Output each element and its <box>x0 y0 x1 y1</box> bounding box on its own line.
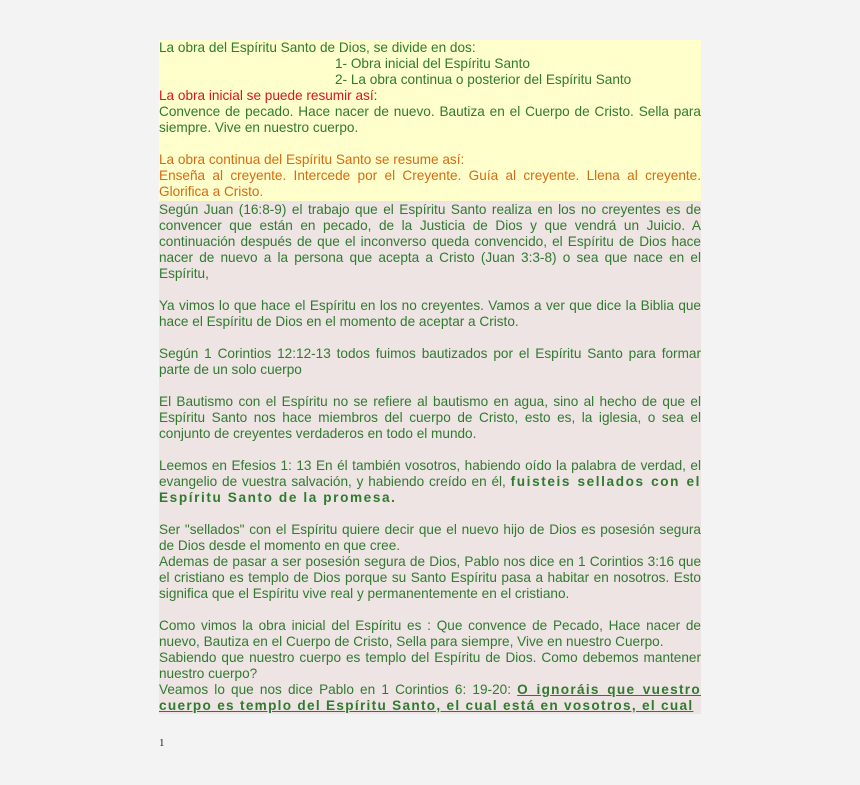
paragraph-cuerpo: Sabiendo que nuestro cuerpo es templo del Espíritu de Dios. Como debemos mantener nuestro cuerpo? <box>159 650 701 681</box>
paragraph-sellados: Ser "sellados" con el Espíritu quiere decir que el nuevo hijo de Dios es posesión segura de Dios desde el momento en que cree. <box>159 522 701 553</box>
spacer <box>159 136 701 152</box>
initial-work-text: Convence de pecado. Hace nacer de nuevo. Bautiza en el Cuerpo de Cristo. Sella para siempre. Vive en nuestro cuerpo. <box>159 104 701 135</box>
spacer <box>159 602 701 618</box>
spacer <box>159 330 701 346</box>
paragraph-juan: Según Juan (16:8-9) el trabajo que el Espíritu Santo realiza en los no creyentes es de convencer que están en pecado, de la Justicia de Dios y que vendrá un Juicio. A continuación después de que el inconverso queda convencido, el Espíritu de Dios hace nacer de nuevo a la persona que acepta a Cristo (Juan 3:3-8) o sea que nace en el Espíritu, <box>159 202 701 281</box>
page-number: 1 <box>159 737 165 749</box>
continuous-work-heading: La obra continua del Espíritu Santo se resume así: <box>159 152 465 167</box>
paragraph-templo: Ademas de pasar a ser posesión segura de Dios, Pablo nos dice en 1 Corintios 3:16 que el cristiano es templo de Dios porque su Santo Espíritu pasa a habitar en nosotros. Esto significa que el Espíritu vive real y permanentemente en el cristiano. <box>159 554 701 601</box>
body-section <box>159 201 701 714</box>
paragraph-efesios <box>159 458 701 506</box>
efesios-text: Leemos en Efesios 1: 13 En él también vosotros, habiendo oído la palabra de verdad, el evangelio de vuestra salvación, y habiendo creído en él, <box>159 458 701 489</box>
corintios-text: Veamos lo que nos dice Pablo en 1 Corintios 6: 19-20: <box>159 682 518 697</box>
initial-work-heading: La obra inicial se puede resumir así: <box>159 88 378 103</box>
spacer <box>159 506 701 522</box>
list-item-1: 1- Obra inicial del Espíritu Santo <box>335 56 530 71</box>
paragraph-corintios-12: Según 1 Corintios 12:12-13 todos fuimos bautizados por el Espíritu Santo para formar parte de un solo cuerpo <box>159 346 701 377</box>
list-item-2: 2- La obra continua o posterior del Espíritu Santo <box>335 72 632 87</box>
paragraph-bautismo: El Bautismo con el Espíritu no se refiere al bautismo en agua, sino al hecho de que el Espíritu Santo nos hace miembros del cuerpo de Cristo, esto es, la iglesia, o sea el conjunto de creyentes verdaderos en todo el mundo. <box>159 394 701 441</box>
continuous-work-text: Enseña al creyente. Intercede por el Creyente. Guía al creyente. Llena al creyente. Glorifica a Cristo. <box>159 168 701 199</box>
intro-title: La obra del Espíritu Santo de Dios, se divide en dos: <box>159 40 476 55</box>
summary-section <box>159 40 701 201</box>
paragraph-no-creyentes: Ya vimos lo que hace el Espíritu en los no creyentes. Vamos a ver que dice la Biblia que hace el Espíritu de Dios en el momento de aceptar a Cristo. <box>159 298 701 329</box>
corintios-bold-quote: O ignoráis que vuestro cuerpo es templo del Espíritu Santo, el cual está en vosotros, el cual <box>159 682 701 713</box>
spacer <box>159 282 701 298</box>
paragraph-obra-inicial: Como vimos la obra inicial del Espíritu es : Que convence de Pecado, Hace nacer de nuevo, Bautiza en el Cuerpo de Cristo, Sella para siempre, Vive en nuestro Cuerpo. <box>159 618 701 649</box>
paragraph-corintios-6 <box>159 682 701 714</box>
efesios-bold-quote: fuisteis sellados con el Espíritu Santo de la promesa. <box>159 474 701 505</box>
spacer <box>159 378 701 394</box>
spacer <box>159 442 701 458</box>
document-content <box>159 40 701 714</box>
